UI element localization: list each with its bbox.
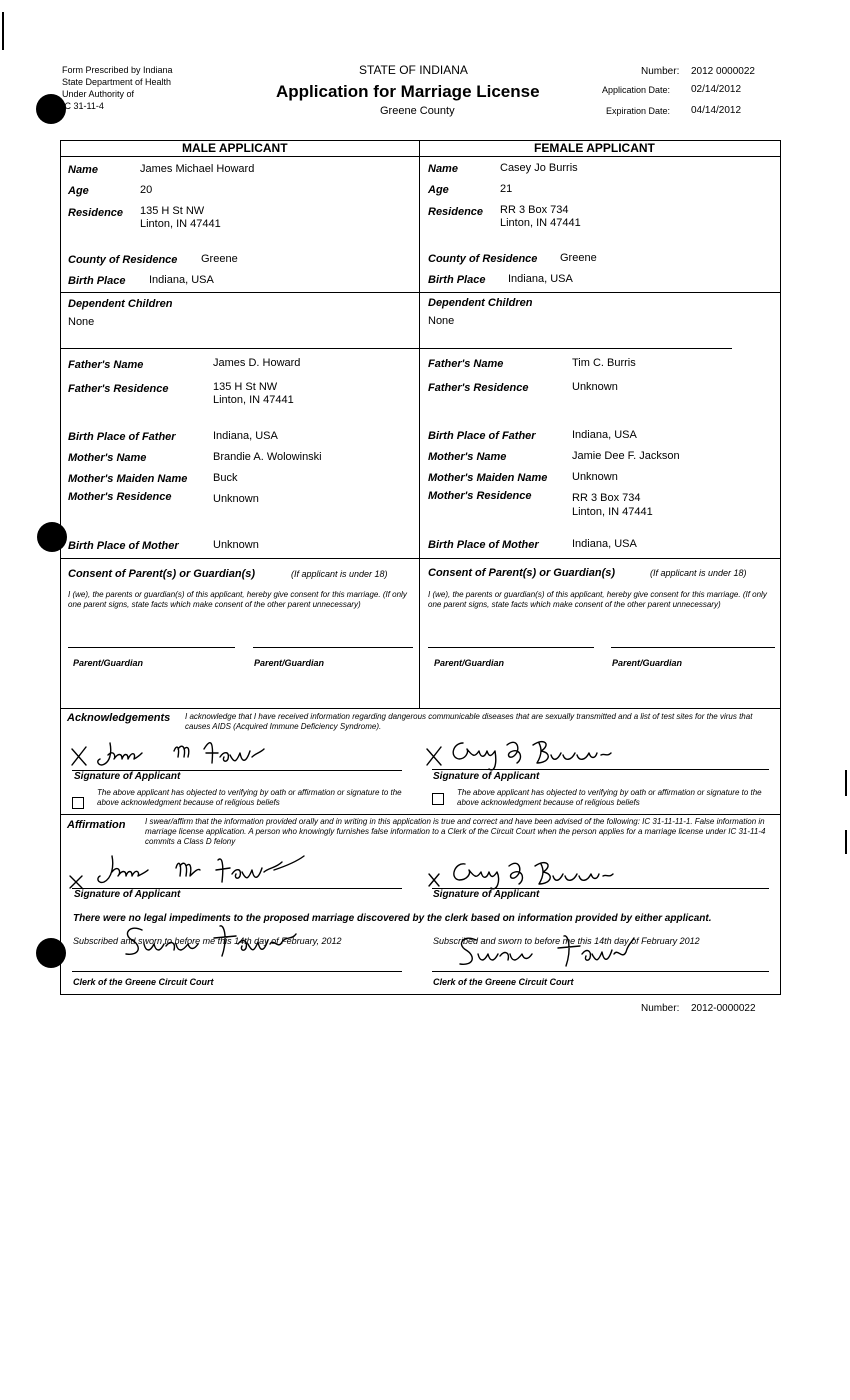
female-parent-guardian-label-1: Parent/Guardian (434, 658, 505, 668)
male-consent-text: I (we), the parents or guardian(s) of this applicant, hereby give consent for this marriage. (If only one parent signs, state facts which make consent of the other parent unnecessary) (68, 590, 407, 609)
female-mother-name-value: Jamie Dee F. Jackson (572, 450, 680, 462)
clerk-signature-right (452, 930, 642, 974)
male-consent-label: Consent of Parent(s) or Guardian(s) (68, 568, 256, 580)
application-date-label: Application Date: (602, 85, 671, 95)
page-title: Application for Marriage License (276, 82, 540, 101)
male-county-label: County of Residence (68, 254, 178, 266)
county-heading: Greene County (380, 105, 455, 117)
male-mother-name-label: Mother's Name (68, 452, 147, 464)
female-consent-label: Consent of Parent(s) or Guardian(s) (428, 567, 616, 579)
rule-after-acknowledgements (60, 814, 781, 815)
male-parent-guardian-label-1: Parent/Guardian (73, 658, 144, 668)
male-residence-label: Residence (68, 207, 124, 219)
female-ack-signature (425, 733, 625, 773)
female-residence-line-1: RR 3 Box 734 (500, 204, 569, 216)
female-parent-guardian-label-2: Parent/Guardian (612, 658, 683, 668)
edge-mark-left (2, 12, 4, 50)
male-father-name-value: James D. Howard (213, 357, 301, 369)
application-date-value: 02/14/2012 (691, 84, 742, 95)
female-mother-birth-value: Indiana, USA (572, 538, 637, 550)
male-mother-birth-value: Unknown (213, 539, 259, 551)
authority-line-4: IC 31-11-4 (62, 101, 104, 111)
female-father-name-value: Tim C. Burris (572, 357, 636, 369)
male-father-residence-line-1: 135 H St NW (213, 381, 278, 393)
female-name-value: Casey Jo Burris (500, 162, 578, 174)
male-parent-guardian-label-2: Parent/Guardian (254, 658, 325, 668)
male-mother-residence-line-1: Unknown (213, 493, 259, 505)
female-mother-maiden-label: Mother's Maiden Name (428, 472, 548, 484)
male-father-name-label: Father's Name (68, 359, 144, 371)
male-father-birth-label: Birth Place of Father (68, 431, 176, 443)
female-age-value: 21 (500, 183, 513, 195)
footer-number-value: 2012-0000022 (691, 1003, 756, 1014)
male-residence-line-1: 135 H St NW (140, 205, 205, 217)
male-ack-signature (70, 735, 270, 775)
female-mother-residence-line-2: Linton, IN 47441 (572, 506, 653, 518)
number-value: 2012 0000022 (691, 66, 755, 77)
female-father-residence-label: Father's Residence (428, 382, 529, 394)
male-children-value: None (68, 316, 95, 328)
male-mother-birth-label: Birth Place of Mother (68, 540, 179, 552)
rule-after-parents (60, 558, 781, 559)
female-mother-birth-label: Birth Place of Mother (428, 539, 539, 551)
subscribed-left: Subscribed and sworn to before me this 14th day of February, 2012 (73, 936, 342, 946)
male-consent-note: (If applicant is under 18) (291, 569, 388, 579)
female-aff-sig-label: Signature of Applicant (433, 889, 540, 900)
male-parent-sig-line-1 (68, 647, 235, 648)
state-heading: STATE OF INDIANA (359, 63, 468, 77)
affirmation-text: I swear/affirm that the information provided orally and in writing in this application is true and correct and have been advised of the following: IC 31-11-11-1. False information in marriage license application. A person who knowingly furnishes false information to a Clerk of the Circuit Court when the person applies for a marriage license under IC 31-11-4 commits a Class D felony (145, 817, 766, 846)
rule-after-children-right (420, 348, 732, 349)
male-age-label: Age (68, 185, 89, 197)
male-affirmation-signature (68, 852, 308, 892)
male-objection-checkbox[interactable] (72, 797, 84, 809)
acknowledgements-label: Acknowledgements (67, 712, 171, 724)
female-mother-maiden-value: Unknown (572, 471, 618, 483)
clerk-signature-left (118, 920, 308, 964)
number-label: Number: (641, 66, 680, 77)
acknowledgements-text: I acknowledge that I have received information regarding dangerous communicable diseases that are sexually transmitted and a list of test sites for the virus that causes AIDS (Acquired Immune Deficiency Syndrome). (185, 712, 753, 731)
expiration-date-label: Expiration Date: (606, 106, 671, 116)
clerk-label-left: Clerk of the Greene Circuit Court (73, 977, 214, 987)
male-birthplace-label: Birth Place (68, 275, 126, 287)
clerk-label-right: Clerk of the Greene Circuit Court (433, 977, 574, 987)
male-age-value: 20 (140, 184, 153, 196)
expiration-date-value: 04/14/2012 (691, 105, 742, 116)
male-name-value: James Michael Howard (140, 163, 255, 175)
female-affirmation-signature (425, 852, 645, 892)
clerk-sig-line-right (432, 971, 769, 972)
male-birthplace-value: Indiana, USA (149, 274, 214, 286)
male-father-residence-label: Father's Residence (68, 383, 169, 395)
female-birthplace-label: Birth Place (428, 274, 486, 286)
female-children-value: None (428, 315, 455, 327)
female-consent-note: (If applicant is under 18) (650, 568, 747, 578)
male-objection-text: The above applicant has objected to verifying by oath or affirmation or signature to the above acknowledgment because of religious beliefs (97, 788, 402, 807)
male-father-residence-line-2: Linton, IN 47441 (213, 394, 294, 406)
female-father-name-label: Father's Name (428, 358, 504, 370)
female-mother-name-label: Mother's Name (428, 451, 507, 463)
scan-mark-right-1 (845, 770, 847, 796)
female-father-residence-line-1: Unknown (572, 381, 618, 393)
impediments-statement: There were no legal impediments to the proposed marriage discovered by the clerk based on information provided by either applicant. (73, 913, 712, 924)
male-name-label: Name (68, 164, 98, 176)
male-county-value: Greene (201, 253, 238, 265)
female-heading: FEMALE APPLICANT (534, 141, 655, 155)
male-heading: MALE APPLICANT (182, 141, 288, 155)
authority-line-1: Form Prescribed by Indiana (62, 65, 173, 75)
female-children-label: Dependent Children (428, 297, 533, 309)
male-mother-maiden-label: Mother's Maiden Name (68, 473, 188, 485)
authority-line-2: State Department of Health (62, 77, 172, 87)
female-name-label: Name (428, 163, 458, 175)
male-mother-residence-label: Mother's Residence (68, 491, 172, 503)
female-birthplace-value: Indiana, USA (508, 273, 573, 285)
clerk-sig-line-left (72, 971, 402, 972)
male-ack-sig-label: Signature of Applicant (74, 771, 181, 782)
female-objection-text: The above applicant has objected to verifying by oath or affirmation or signature to the above acknowledgment because of religious beliefs (457, 788, 762, 807)
female-ack-sig-label: Signature of Applicant (433, 771, 540, 782)
male-children-label: Dependent Children (68, 298, 173, 310)
male-parent-sig-line-2 (253, 647, 413, 648)
female-father-birth-label: Birth Place of Father (428, 430, 536, 442)
female-residence-line-2: Linton, IN 47441 (500, 217, 581, 229)
female-parent-sig-line-1 (428, 647, 594, 648)
male-aff-sig-label: Signature of Applicant (74, 889, 181, 900)
female-father-birth-value: Indiana, USA (572, 429, 637, 441)
male-residence-line-2: Linton, IN 47441 (140, 218, 221, 230)
male-mother-name-value: Brandie A. Wolowinski (213, 451, 322, 463)
heading-underline (60, 156, 781, 157)
authority-line-3: Under Authority of (62, 89, 135, 99)
female-mother-residence-line-1: RR 3 Box 734 (572, 492, 641, 504)
female-age-label: Age (428, 184, 449, 196)
male-mother-maiden-value: Buck (213, 472, 238, 484)
female-consent-text: I (we), the parents or guardian(s) of this applicant, hereby give consent for this marriage. (If only one parent signs, state facts which make consent of the other parent unnecessary) (428, 590, 767, 609)
scan-mark-right-2 (845, 830, 847, 854)
footer-number-label: Number: (641, 1003, 680, 1014)
female-residence-label: Residence (428, 206, 484, 218)
female-parent-sig-line-2 (611, 647, 775, 648)
affirmation-label: Affirmation (67, 819, 126, 831)
female-ack-sig-line (432, 769, 769, 770)
rule-after-children-left (60, 348, 420, 349)
subscribed-right: Subscribed and sworn to before me this 14th day of February 2012 (433, 936, 700, 946)
female-county-label: County of Residence (428, 253, 538, 265)
rule-after-consent (60, 708, 781, 709)
female-objection-checkbox[interactable] (432, 793, 444, 805)
center-divider (419, 140, 420, 709)
rule-after-birthplace (60, 292, 781, 293)
female-mother-residence-label: Mother's Residence (428, 490, 532, 502)
female-county-value: Greene (560, 252, 597, 264)
male-father-birth-value: Indiana, USA (213, 430, 278, 442)
